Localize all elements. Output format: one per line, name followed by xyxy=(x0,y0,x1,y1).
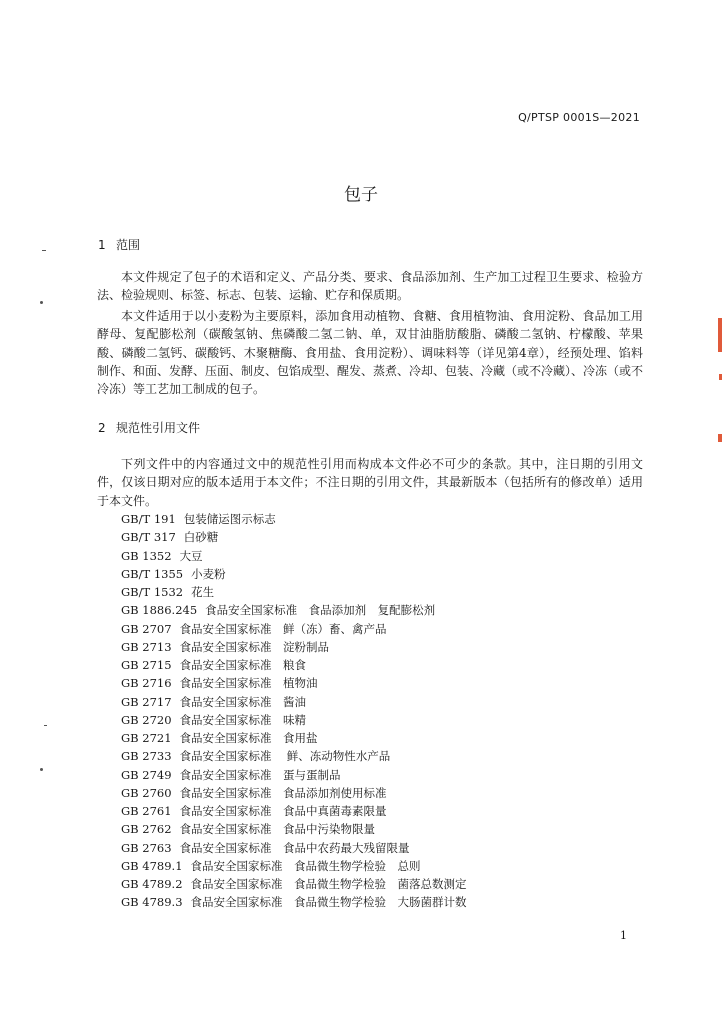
reference-title: 食品安全国家标准 食品微生物学检验 大肠菌群计数 xyxy=(190,895,467,910)
reference-title: 食品安全国家标准 食品中农药最大残留限量 xyxy=(179,840,410,855)
reference-title: 大豆 xyxy=(179,548,203,563)
reference-item xyxy=(121,729,467,747)
reference-code: GB 2713 xyxy=(121,639,172,654)
reference-title: 白砂糖 xyxy=(183,530,219,545)
page-number: 1 xyxy=(620,929,627,942)
reference-item xyxy=(121,638,467,656)
reference-item xyxy=(121,528,467,546)
scope-paragraph-2: 本文件适用于以小麦粉为主要原料，添加食用动植物、食糖、食用植物油、食用淀粉、食品加工用酵母、复配膨松剂（碳酸氢钠、焦磷酸二氢二钠、单，双甘油脂肪酸脂、磷酸二氢钠、柠檬酸、苹果酸、磷酸二氢钙、碳酸钙、木聚糖酶、食用盐、食用淀粉）、调味料等（详见第4章），经预处理、馅料制作、和面、发酵、压面、制皮、包馅成型、醒发、蒸煮、冷却、包装、冷藏（或不冷藏）、冷冻（或不冷冻）等工艺加工制成的包子。 xyxy=(97,309,644,397)
reference-item xyxy=(121,510,467,528)
normative-references-paragraph: 下列文件中的内容通过文中的规范性引用而构成本文件必不可少的条款。其中，注日期的引用文件，仅该日期对应的版本适用于本文件；不注日期的引用文件，其最新版本（包括所有的修改单）适用于本文件。 xyxy=(97,457,643,508)
reference-title: 食品安全国家标准 食品微生物学检验 菌落总数测定 xyxy=(190,877,467,891)
reference-title: 花生 xyxy=(191,585,215,599)
reference-item xyxy=(121,565,467,583)
section-number: 2 xyxy=(98,421,106,435)
reference-title: 食品安全国家标准 粮食 xyxy=(179,658,307,672)
reference-code: GB 1352 xyxy=(121,548,172,563)
document-title: 包子 xyxy=(344,185,378,205)
reference-title: 包装储运图示标志 xyxy=(183,512,276,526)
edge-stamp-fragment xyxy=(718,434,722,442)
reference-code: GB 4789.3 xyxy=(121,895,183,910)
reference-code: GB 2763 xyxy=(121,840,172,855)
reference-item xyxy=(121,839,467,857)
reference-title: 食品安全国家标准 鲜、冻动物性水产品 xyxy=(179,749,391,764)
reference-title: 食品安全国家标准 食品微生物学检验 总则 xyxy=(190,858,421,873)
section-number: 1 xyxy=(98,238,106,252)
scope-paragraph-1: 本文件规定了包子的术语和定义、产品分类、要求、食品添加剂、生产加工过程卫生要求、检验方法、检验规则、标签、标志、包装、运输、贮存和保质期。 xyxy=(97,270,643,303)
reference-code: GB/T 317 xyxy=(121,530,176,545)
reference-title: 食品安全国家标准 淀粉制品 xyxy=(179,639,330,654)
reference-title: 食品安全国家标准 食品添加剂使用标准 xyxy=(179,785,387,800)
reference-title: 食品安全国家标准 味精 xyxy=(179,712,307,727)
reference-item xyxy=(121,766,467,784)
section-title: 范围 xyxy=(116,238,141,252)
reference-code: GB 2761 xyxy=(121,804,172,818)
scan-mark xyxy=(42,250,46,251)
reference-title: 食品安全国家标准 食品中真菌毒素限量 xyxy=(179,804,387,818)
reference-code: GB/T 1355 xyxy=(121,566,184,581)
doc-code: Q/PTSP 0001S—2021 xyxy=(518,111,640,124)
reference-item xyxy=(121,784,467,802)
reference-title: 食品安全国家标准 植物油 xyxy=(179,676,318,691)
reference-code: GB 2749 xyxy=(121,767,172,782)
reference-code: GB 2760 xyxy=(121,785,172,800)
scan-mark xyxy=(40,768,43,771)
reference-code: GB/T 191 xyxy=(121,512,176,526)
reference-title: 食品安全国家标准 酱油 xyxy=(179,694,307,709)
reference-title: 食品安全国家标准 食用盐 xyxy=(179,731,318,745)
reference-item xyxy=(121,620,467,638)
reference-item xyxy=(121,802,467,820)
reference-item xyxy=(121,693,467,711)
section-1-heading xyxy=(98,236,140,253)
reference-code: GB 2716 xyxy=(121,676,172,691)
reference-item xyxy=(121,875,467,893)
reference-code: GB 2715 xyxy=(121,658,172,672)
section-title: 规范性引用文件 xyxy=(116,421,201,435)
reference-item xyxy=(121,857,467,875)
reference-code: GB/T 1532 xyxy=(121,585,184,599)
reference-item xyxy=(121,711,467,729)
reference-item xyxy=(121,601,467,619)
reference-code: GB 4789.2 xyxy=(121,877,183,891)
reference-code: GB 2721 xyxy=(121,731,172,745)
reference-item xyxy=(121,656,467,674)
reference-item xyxy=(121,547,467,565)
reference-code: GB 2762 xyxy=(121,822,172,837)
edge-stamp-fragment xyxy=(718,318,722,352)
scan-mark xyxy=(44,725,47,726)
reference-code: GB 2717 xyxy=(121,694,172,709)
reference-title: 食品安全国家标准 食品添加剂 复配膨松剂 xyxy=(205,603,436,618)
scan-mark xyxy=(40,301,43,304)
reference-code: GB 2707 xyxy=(121,621,172,636)
reference-title: 食品安全国家标准 食品中污染物限量 xyxy=(179,822,376,837)
reference-code: GB 4789.1 xyxy=(121,858,183,873)
reference-code: GB 2733 xyxy=(121,749,172,764)
reference-item xyxy=(121,820,467,838)
reference-code: GB 1886.245 xyxy=(121,603,198,618)
reference-title: 食品安全国家标准 蛋与蛋制品 xyxy=(179,767,341,782)
reference-code: GB 2720 xyxy=(121,712,172,727)
reference-item xyxy=(121,674,467,692)
reference-title: 食品安全国家标准 鲜（冻）畜、禽产品 xyxy=(179,621,387,636)
reference-list xyxy=(121,510,467,912)
reference-title: 小麦粉 xyxy=(191,566,226,581)
reference-item xyxy=(121,893,467,911)
reference-item xyxy=(121,583,467,601)
reference-item xyxy=(121,747,467,765)
section-2-heading xyxy=(98,419,200,436)
